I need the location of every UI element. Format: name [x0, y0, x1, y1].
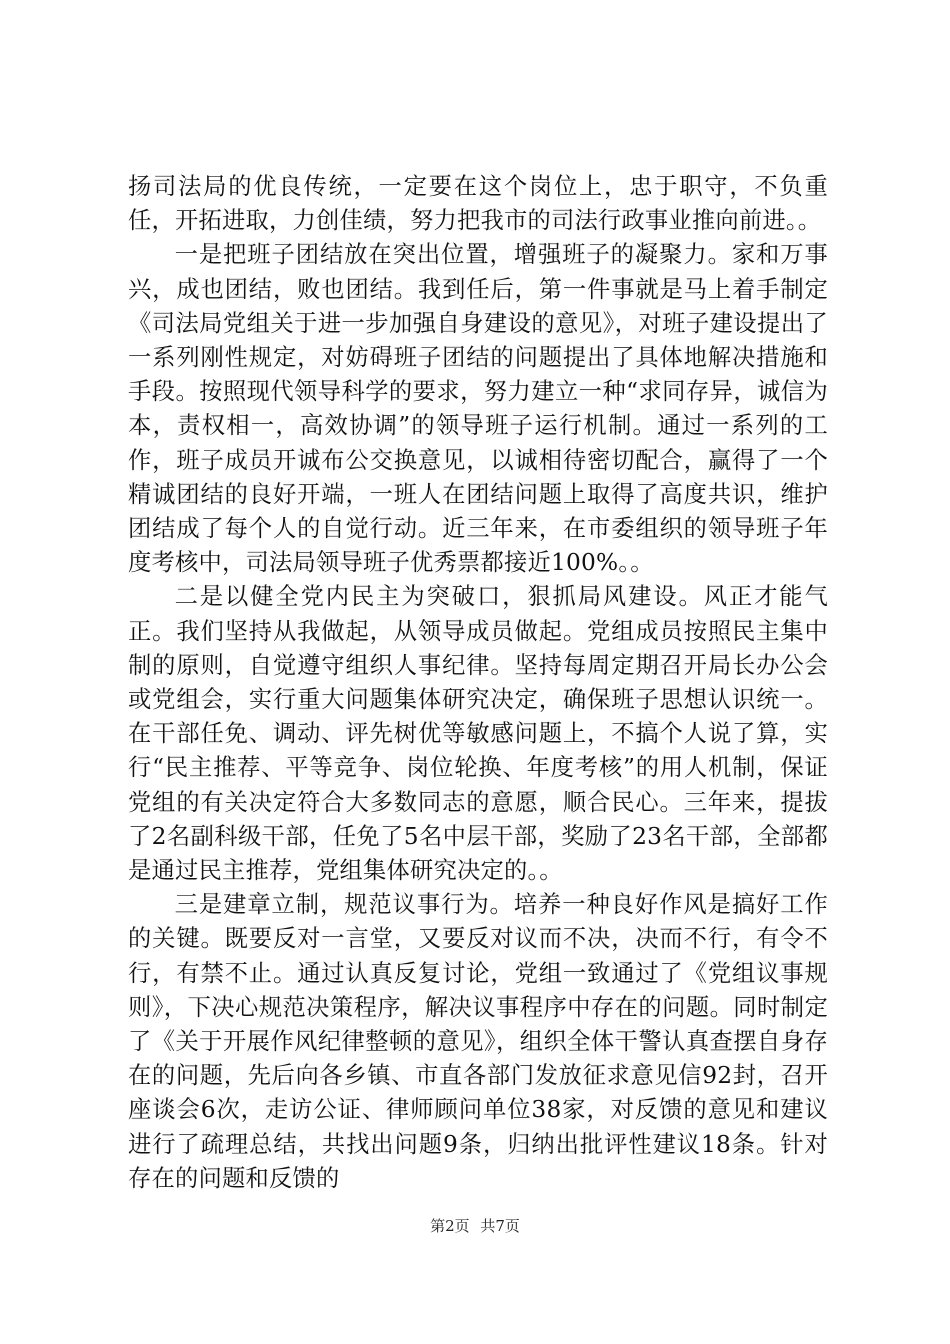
paragraph-party-democracy: 二是以健全党内民主为突破口，狠抓局风建设。风正才能气正。我们坚持从我做起，从领导成员做起。党组成员按照民主集中制的原则，自觉遵守组织人事纪律。坚持每周定期召开局长办公会或党组会，实行重大问题集体研究决定，确保班子思想认识统一。在干部任免、调动、评先树优等敏感问题上，不搞个人说了算，实行“民主推荐、平等竞争、岗位轮换、年度考核”的用人机制，保证党组的有关决定符合大多数同志的意愿，顺合民心。三年来，提拔了2名副科级干部，任免了5名中层干部，奖励了23名干部，全部都是通过民主推荐，党组集体研究决定的。。 [128, 583, 828, 885]
page-number: 第2页 [430, 1217, 470, 1235]
paragraph-continuation: 扬司法局的优良传统，一定要在这个岗位上，忠于职守，不负重任，开拓进取，力创佳绩，努力把我市的司法行政事业推向前进。。 [128, 173, 828, 235]
page-footer [0, 1215, 950, 1236]
paragraph-rules-system: 三是建章立制，规范议事行为。培养一种良好作风是搞好工作的关键。既要反对一言堂，又要反对议而不决，决而不行，有令不行，有禁不止。通过认真反复讨论，党组一致通过了《党组议事规则》，下决心规范决策程序，解决议事程序中存在的问题。同时制定了《关于开展作风纪律整顿的意见》，组织全体干警认真查摆自身存在的问题，先后向各乡镇、市直各部门发放征求意见信92封，召开座谈会6次，走访公证、律师顾问单位38家，对反馈的意见和建议进行了疏理总结，共找出问题9条，归纳出批评性建议18条。针对存在的问题和反馈的 [128, 891, 828, 1192]
document-body [128, 170, 828, 1196]
page-total: 共7页 [480, 1217, 520, 1235]
paragraph-team-unity: 一是把班子团结放在突出位置，增强班子的凝聚力。家和万事兴，成也团结，败也团结。我到任后，第一件事就是马上着手制定《司法局党组关于进一步加强自身建设的意见》，对班子建设提出了一系列刚性规定，对妨碍班子团结的问题提出了具体地解决措施和手段。按照现代领导科学的要求，努力建立一种“求同存异，诚信为本，责权相一，高效协调”的领导班子运行机制。通过一系列的工作，班子成员开诚布公交换意见，以诚相待密切配合，赢得了一个精诚团结的良好开端，一班人在团结问题上取得了高度共识，维护团结成了每个人的自觉行动。近三年来，在市委组织的领导班子年度考核中，司法局领导班子优秀票都接近100%。。 [128, 241, 828, 577]
